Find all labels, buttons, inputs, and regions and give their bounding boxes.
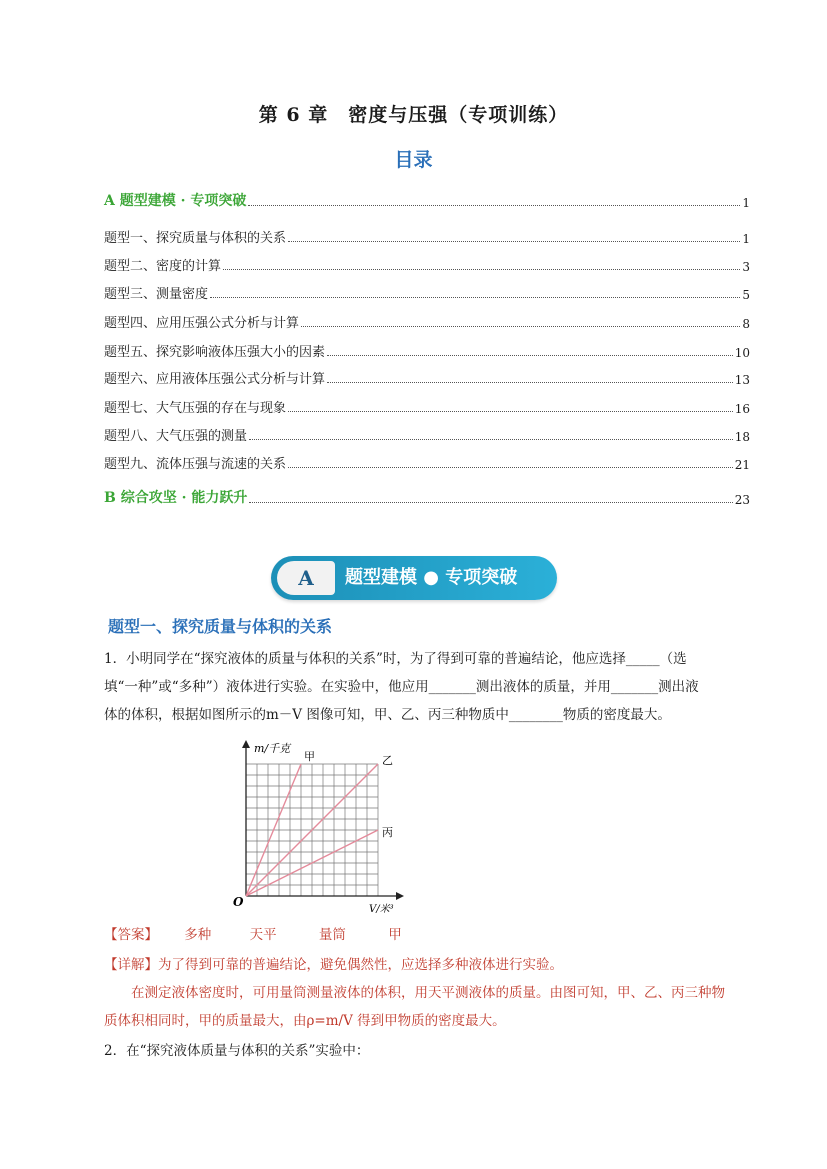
toc-item[interactable] — [104, 367, 750, 387]
banner-text: 题型建模 ● 专项突破 — [345, 567, 518, 588]
toc-item-page: 3 — [742, 260, 750, 274]
toc-heading: 目录 — [394, 149, 433, 171]
detail-line-2: 在测定液体密度时，可用量筒测量液体的体积，用天平测液体的质量。由图可知，甲、乙、丙三种物 — [131, 985, 725, 1001]
toc-item-label: 题型三、测量密度 — [104, 287, 209, 302]
x-axis-arrow — [396, 892, 404, 900]
question-1-line-1: 1．小明同学在“探究液体的质量与体积的关系”时，为了得到可靠的普遍结论，他应选择_____（选 — [104, 651, 687, 667]
toc-item[interactable] — [104, 487, 750, 507]
toc-item-label: 题型七、大气压强的存在与现象 — [104, 401, 287, 416]
toc-dot-leader — [327, 355, 733, 356]
toc-item[interactable] — [104, 396, 750, 416]
answer-2: 天平 — [249, 927, 277, 943]
toc-dot-leader — [248, 205, 740, 206]
toc-item-label: 题型二、密度的计算 — [104, 259, 222, 274]
toc-item-label: A 题型建模 · 专项突破 — [104, 193, 247, 209]
detail-line-3: 质体积相同时，甲的质量最大，由ρ=m/V 得到甲物质的密度最大。 — [104, 1013, 506, 1029]
toc-dot-leader — [288, 411, 733, 412]
toc-item-page: 18 — [734, 430, 750, 444]
m-v-chart — [228, 736, 408, 914]
toc-item[interactable] — [104, 254, 750, 274]
toc-item-page: 10 — [734, 346, 750, 360]
y-axis-label: m/千克 — [254, 742, 291, 755]
toc-item[interactable] — [104, 452, 750, 472]
toc-dot-leader — [288, 467, 733, 468]
toc-item-page: 16 — [734, 402, 750, 416]
series-label: 甲 — [304, 750, 315, 763]
detail-text-1: 为了得到可靠的普遍结论，避免偶然性，应选择多种液体进行实验。 — [158, 957, 563, 973]
question-1 — [104, 645, 750, 729]
toc-item-page: 23 — [734, 493, 750, 507]
toc-item-label: 题型五、探究影响液体压强大小的因素 — [104, 345, 326, 360]
series-label: 乙 — [382, 754, 393, 767]
toc-dot-leader — [327, 382, 733, 383]
toc-item-label: 题型九、流体压强与流速的关系 — [104, 457, 287, 472]
toc-dot-leader — [210, 297, 740, 298]
toc-item[interactable] — [104, 311, 750, 331]
banner-badge: A — [277, 561, 335, 595]
question-1-line-2: 填“一种”或“多种”）液体进行实验。在实验中，他应用_______测出液体的质量，并用_______测出液 — [104, 679, 699, 695]
toc-item-label: 题型六、应用液体压强公式分析与计算 — [104, 372, 326, 387]
document-title: 第 6 章 密度与压强（专项训练） — [258, 104, 569, 126]
detail-label: 【详解】 — [104, 957, 158, 973]
answer-1: 多种 — [184, 927, 212, 943]
toc-item-page: 8 — [742, 317, 750, 331]
toc-dot-leader — [249, 502, 732, 503]
question-1-line-3: 体的体积，根据如图所示的m－V 图像可知，甲、乙、丙三种物质中________物质的密度最大。 — [104, 707, 671, 723]
x-axis-label: V/米³ — [369, 904, 394, 914]
toc-item[interactable] — [104, 190, 750, 210]
toc-item-page: 5 — [742, 288, 750, 302]
answer-label: 【答案】 — [104, 927, 158, 943]
toc-item[interactable] — [104, 340, 750, 360]
section-heading: 题型一、探究质量与体积的关系 — [108, 617, 333, 636]
toc-item-label: B 综合攻坚 · 能力跃升 — [104, 490, 248, 506]
toc-item-page: 1 — [742, 232, 750, 246]
origin-label: O — [233, 895, 244, 909]
detail-line-1 — [104, 951, 750, 979]
toc-dot-leader — [249, 439, 733, 440]
toc-item-page: 13 — [734, 373, 750, 387]
toc-dot-leader — [301, 326, 740, 327]
detail-block — [104, 951, 750, 1035]
toc-item[interactable] — [104, 226, 750, 246]
toc-item-label: 题型一、探究质量与体积的关系 — [104, 231, 287, 246]
toc-dot-leader — [288, 241, 740, 242]
question-2-line-1: 2．在“探究液体质量与体积的关系”实验中： — [104, 1043, 370, 1059]
answer-3: 量筒 — [318, 927, 346, 943]
toc-item[interactable] — [104, 424, 750, 444]
toc-item[interactable] — [104, 282, 750, 302]
toc-item-page: 1 — [742, 196, 750, 210]
answer-row — [104, 921, 750, 949]
answer-4: 甲 — [388, 927, 402, 943]
question-2 — [104, 1037, 750, 1065]
toc-dot-leader — [223, 269, 740, 270]
toc-item-page: 21 — [734, 458, 750, 472]
series-label: 丙 — [382, 826, 393, 839]
section-banner — [271, 556, 557, 600]
toc-item-label: 题型四、应用压强公式分析与计算 — [104, 316, 300, 331]
toc-item-label: 题型八、大气压强的测量 — [104, 429, 248, 444]
y-axis-arrow — [242, 740, 250, 748]
